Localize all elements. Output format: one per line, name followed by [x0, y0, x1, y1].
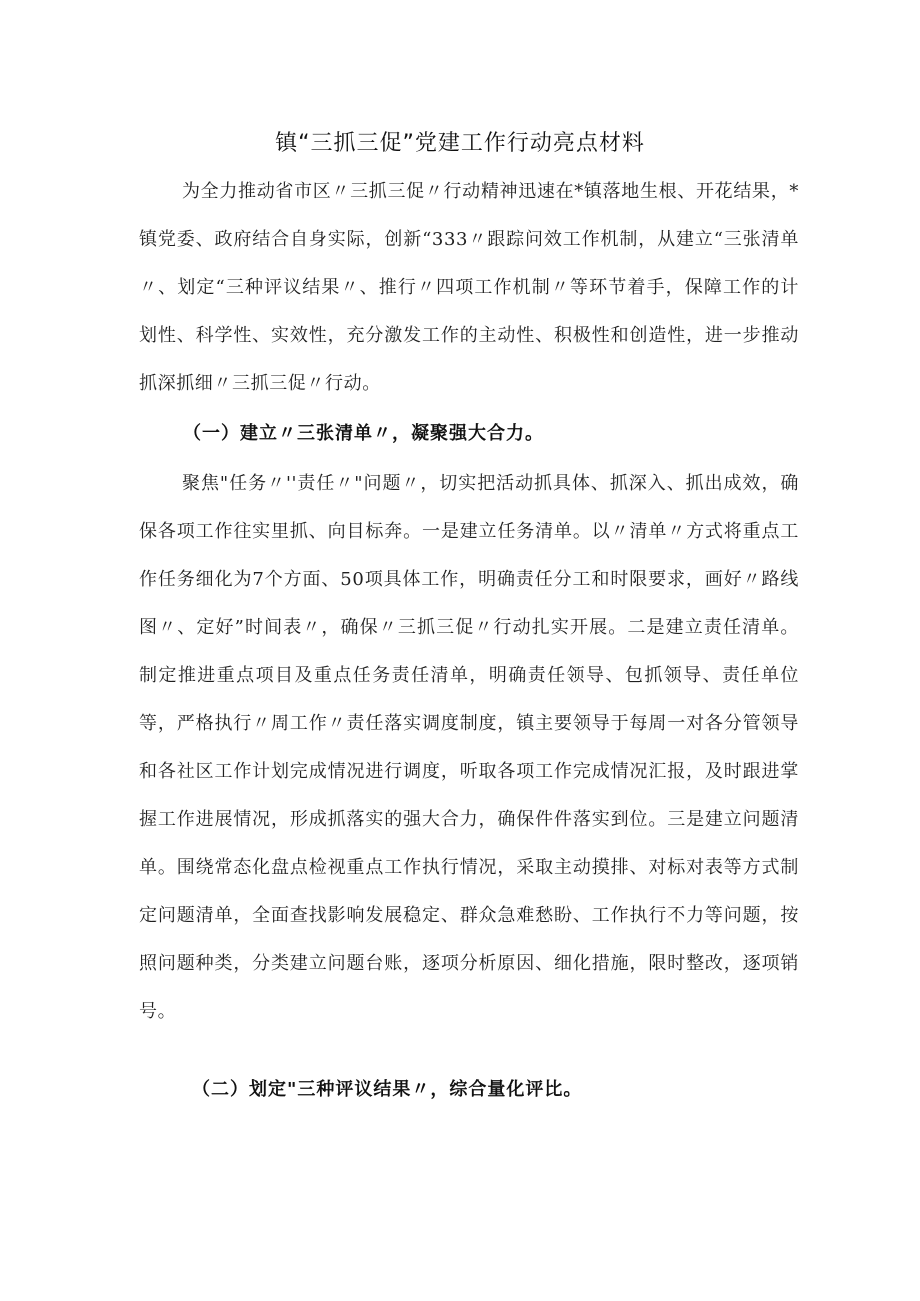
section-heading-1: （一）建立〃三张清单〃，凝聚强大合力。 [183, 423, 544, 444]
section-heading-2: （二）划定"三种评议结果〃，综合量化评比。 [192, 1079, 583, 1100]
intro-paragraph: 为全力推动省市区〃三抓三促〃行动精神迅速在*镇落地生根、开花结果，*镇党委、政府结合自身实际，创新“333〃跟踪问效工作机制，从建立“三张清单〃、划定“三种评议结果〃、推行〃四项工作机制〃等环节着手，保障工作的计划性、科学性、实效性，充分激发工作的主动性、积极性和创造性，进一步推动抓深抓细〃三抓三促〃行动。 [139, 181, 799, 394]
document-title: 镇“三抓三促”党建工作行动亮点材料 [275, 131, 645, 156]
section-1-paragraph: 聚焦"任务〃''责任〃"问题〃，切实把活动抓具体、抓深入、抓出成效，确保各项工作往实里抓、向目标奔。一是建立任务清单。以〃清单〃方式将重点工作任务细化为7个方面、50项具体工作，明确责任分工和时限要求，画好〃路线图〃、定好”时间表〃，确保〃三抓三促〃行动扎实开展。二是建立责任清单。制定推进重点项目及重点任务责任清单，明确责任领导、包抓领导、责任单位等，严格执行〃周工作〃责任落实调度制度，镇主要领导于每周一对各分管领导和各社区工作计划完成情况进行调度，听取各项工作完成情况汇报，及时跟进掌握工作进展情况，形成抓落实的强大合力，确保件件落实到位。三是建立问题清单。围绕常态化盘点检视重点工作执行情况，采取主动摸排、对标对表等方式制定问题清单，全面查找影响发展稳定、群众急难愁盼、工作执行不力等问题，按照问题种类，分类建立问题台账，逐项分析原因、细化措施，限时整改，逐项销号。 [139, 473, 799, 1022]
